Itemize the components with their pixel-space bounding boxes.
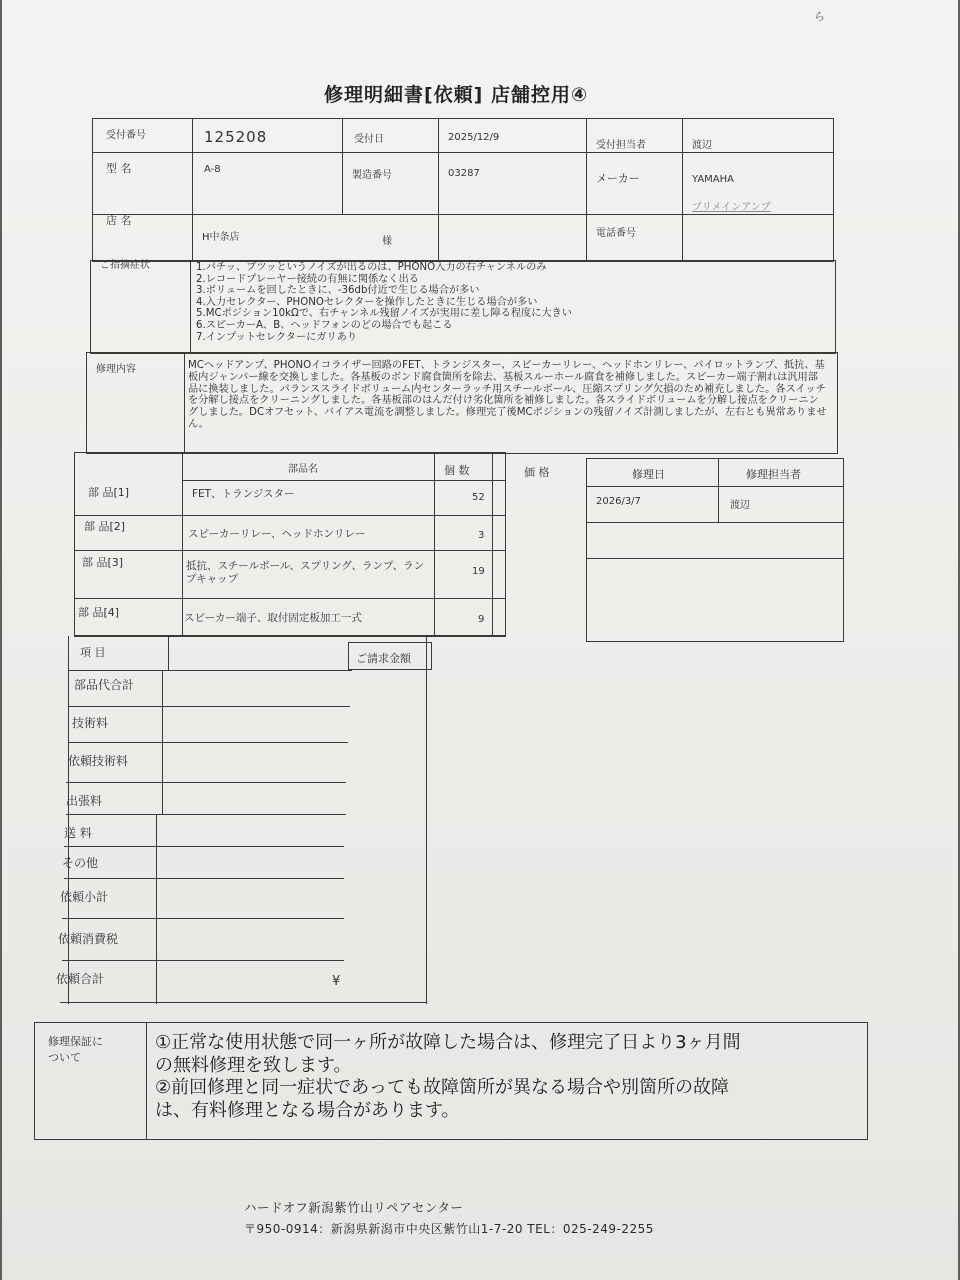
symptom-line: 7.インプットセレクターにガリあり — [196, 331, 358, 343]
repair-date: 2026/3/7 — [596, 496, 641, 507]
parts-row-qty: 52 — [472, 492, 485, 503]
repair-date-label: 修理日 — [632, 468, 665, 481]
billing-row-label: 出張料 — [66, 794, 103, 808]
parts-row-name: FET、トランジスター — [192, 488, 295, 500]
parts-row-name: 抵抗、スチールボール、スプリング、ランプ、ランプキャップ — [186, 560, 425, 585]
model-label: 型 名 — [106, 162, 132, 175]
corner-mark: ら — [814, 10, 825, 23]
document-title: 修理明細書[依頼] 店舗控用④ — [324, 84, 589, 106]
receipt-date-label: 受付日 — [354, 134, 384, 145]
parts-row-label: 部 品[1] — [88, 486, 130, 499]
billing-row-label: 部品代合計 — [74, 678, 135, 692]
parts-row-name: スピーカーリレー、ヘッドホンリレー — [188, 528, 366, 540]
repair-staff-label: 修理担当者 — [746, 468, 801, 481]
parts-price-header: 価 格 — [524, 466, 550, 479]
billing-amount-label: ご請求金額 — [356, 652, 411, 665]
footer-address: 〒950-0914：新潟県新潟市中央区紫竹山1-7-20 TEL：025-249-2255 — [244, 1222, 654, 1236]
repair-content-label: 修理内容 — [96, 364, 136, 375]
product-type: プリメインアンプ — [692, 202, 771, 213]
parts-row-qty: 19 — [472, 566, 485, 577]
warranty-line: の無料修理を致します。 — [155, 1054, 352, 1076]
warranty-line: ①正常な使用状態で同一ヶ所が故障した場合は、修理完了日より3ヶ月間 — [155, 1032, 741, 1053]
warranty-label-line: 修理保証に — [48, 1035, 103, 1048]
parts-row-qty: 9 — [478, 614, 485, 625]
billing-item-label: 項 目 — [80, 646, 106, 659]
symptoms-list — [196, 262, 826, 343]
billing-row-label: 依頼小計 — [60, 890, 109, 904]
parts-row-label: 部 品[2] — [84, 520, 126, 533]
serial-label: 製造番号 — [352, 170, 392, 181]
billing-row-label: 依頼技術料 — [68, 754, 129, 768]
receipt-date: 2025/12/9 — [448, 132, 500, 143]
parts-row-qty: 3 — [478, 530, 485, 541]
receipt-number-label: 受付番号 — [106, 130, 146, 141]
symptom-line: 2.レコードプレーヤー接続の有無に関係なく出る — [196, 273, 419, 285]
store-name: H中条店 — [202, 232, 240, 243]
warranty-line: は、有料修理となる場合があります。 — [155, 1099, 460, 1121]
parts-qty-header: 個 数 — [444, 464, 470, 477]
repair-content-text: MCヘッドアンプ、PHONOイコライザー回路のFET、トランジスター、スピーカーリレー、ヘッドホンリレー、パイロットランプ、抵抗、基板内ジャンパー線を交換しました。各基板のボンド腐食箇所を除去、基板スルーホール腐食を補修しました。スピーカー端子割れは汎用部品に換装しました。パランススライドボリューム内センターラッチ用スチールボール、圧縮スプリング欠損のため補充しました。各スイッチを分解し接点をクリーニングしました。各基板部のはんだ付け劣化箇所を補修しました。各スライドボリュームを分解し接点をクリーニングしました。DCオフセット、バイアス電流を調整しました。修理完了後MCポジションの残留ノイズ計測しましたが、左右とも異常ありません。 — [188, 360, 827, 430]
parts-row-label: 部 品[3] — [82, 556, 124, 569]
parts-name-header: 部品名 — [288, 464, 318, 475]
warranty-label-line: ついて — [48, 1051, 81, 1064]
reception-staff-label: 受付担当者 — [596, 140, 646, 151]
warranty-line: ②前回修理と同一症状であっても故障箇所が異なる場合や別箇所の故障 — [155, 1077, 729, 1098]
billing-row-label: その他 — [62, 856, 99, 870]
parts-row-label: 部 品[4] — [78, 606, 120, 619]
parts-row-name: スピーカー端子、取付固定板加工一式 — [184, 612, 362, 624]
repair-statement-paper — [2, 0, 958, 1280]
billing-row-label: 依頼合計 — [56, 972, 105, 986]
warranty-text — [155, 1032, 855, 1122]
symptom-line: 1.パチッ、ブツッというノイズが出るのは、PHONO入力の右チャンネルのみ — [196, 262, 547, 273]
repair-staff: 渡辺 — [730, 500, 750, 511]
maker-value: YAMAHA — [692, 174, 735, 185]
symptoms-label: ご指摘症状 — [100, 260, 150, 271]
billing-row-label: 技術料 — [72, 716, 109, 730]
symptom-line: 6.スピーカーA、B、ヘッドフォンのどの場合でも起こる — [196, 319, 453, 331]
store-honorific: 様 — [382, 236, 392, 247]
phone-label: 電話番号 — [596, 228, 636, 239]
receipt-number: 125208 — [204, 128, 268, 146]
billing-total-value: ¥ — [332, 974, 341, 989]
billing-row-label: 送 料 — [64, 826, 92, 840]
symptom-line: 3.ボリュームを回したときに、-36db付近で生じる場合が多い — [196, 285, 480, 297]
serial-value: 03287 — [448, 168, 480, 179]
store-label: 店 名 — [106, 214, 132, 227]
symptom-line: 5.MCポジション10kΩで、右チャンネル残留ノイズが実用に差し障る程度に大きい — [196, 308, 572, 320]
symptom-line: 4.入力セレクター、PHONOセレクターを操作したときに生じる場合が多い — [196, 296, 538, 308]
reception-staff: 渡辺 — [692, 140, 712, 151]
warranty-label — [48, 1034, 103, 1066]
model-value: A-8 — [204, 164, 221, 175]
billing-row-label: 依頼消費税 — [58, 932, 119, 946]
maker-label: メーカー — [596, 172, 640, 185]
footer-company: ハードオフ新潟紫竹山リペアセンター — [244, 1200, 464, 1215]
